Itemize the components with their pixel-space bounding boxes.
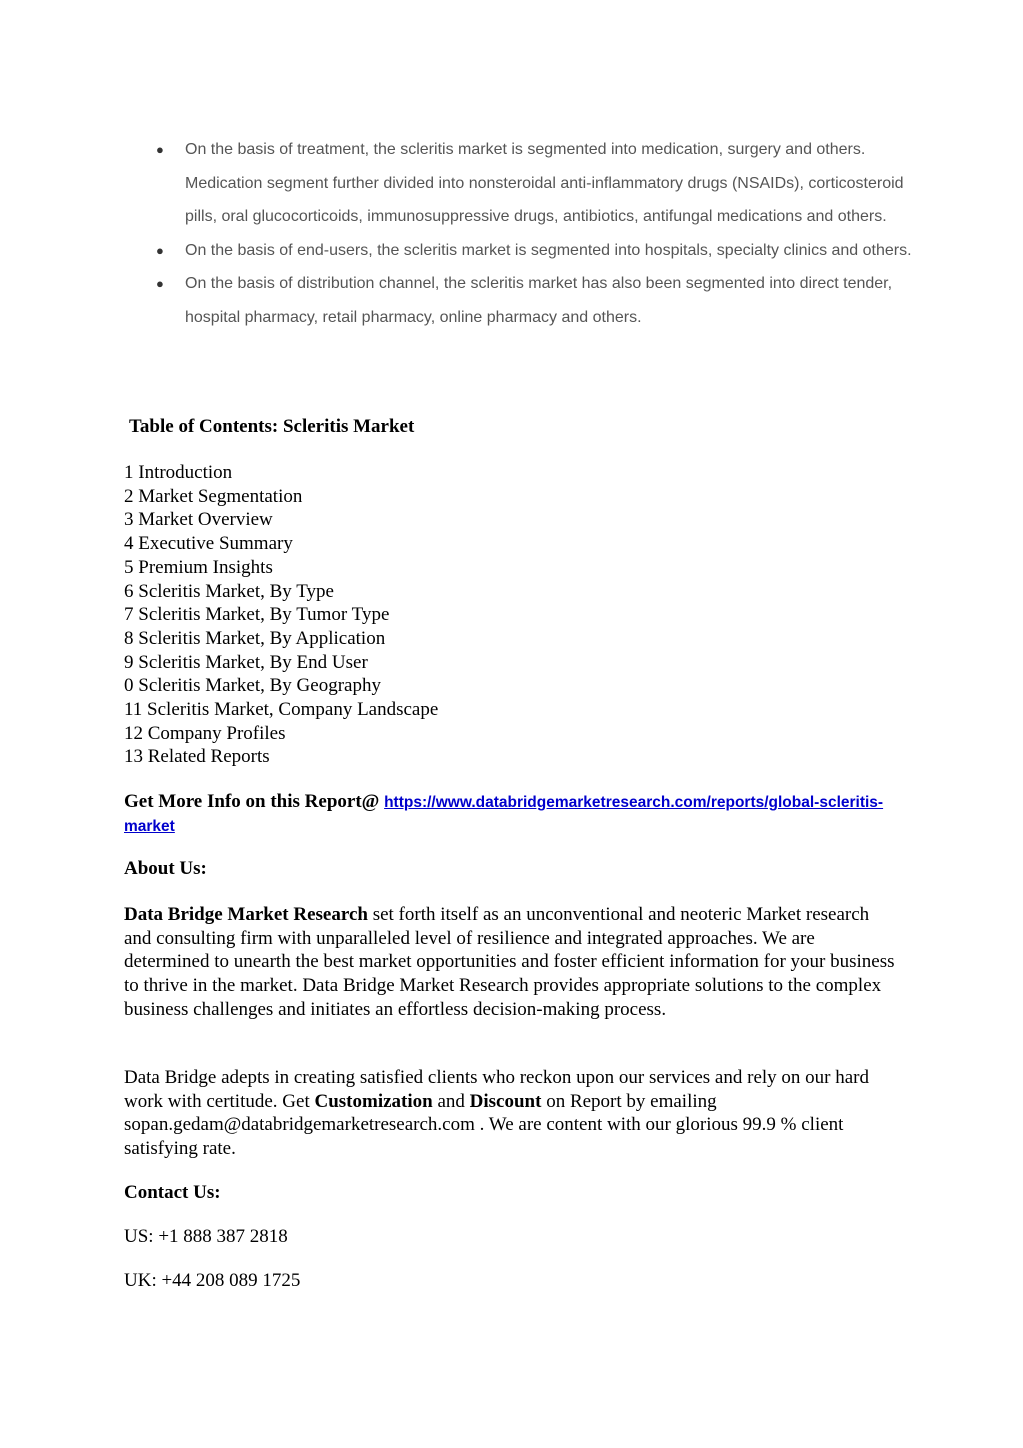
toc-item: 0 Scleritis Market, By Geography <box>124 675 381 697</box>
toc-item: 5 Premium Insights <box>124 556 273 578</box>
company-name: Data Bridge Market Research <box>124 904 368 925</box>
bullet-icon: ● <box>156 242 164 258</box>
about-paragraph-2-and: and <box>432 1090 470 1112</box>
bullet-text: On the basis of end-users, the scleritis market is segmented into hospitals, specialty clinics and others. <box>185 241 912 259</box>
more-info-line <box>124 790 904 838</box>
report-link[interactable]: https://www.databridgemarketresearch.com/reports/global-scleritis-market <box>124 794 884 835</box>
discount-term: Discount <box>469 1090 542 1112</box>
segmentation-bullet-list <box>152 133 912 334</box>
toc-item: 1 Introduction <box>124 462 233 483</box>
about-paragraph-2-text-a: Data Bridge adepts in creating satisfied clients who reckon upon our services and rely on our hard work with certitude. Get <box>124 1067 869 1112</box>
toc-item: 6 Scleritis Market, By Type <box>124 580 334 602</box>
table-of-contents <box>124 461 438 769</box>
toc-item: 9 Scleritis Market, By End User <box>124 651 368 673</box>
toc-item: 11 Scleritis Market, Company Landscape <box>124 699 439 721</box>
bullet-text: On the basis of distribution channel, the scleritis market has also been segmented into direct tender, hospital pharmacy, retail pharmacy, online pharmacy and others. <box>185 275 893 326</box>
about-paragraph-1-text: set forth itself as an unconventional and neoteric Market research and consulting firm with unparalleled level of resilience and integrated approaches. We are determined to unearth the best market opportunities and foster efficient information for your business to thrive in the market. Data Bridge Market Research provides appropriate solutions to the complex business challenges and initiates an effortless decision-making process. <box>124 904 895 1020</box>
about-paragraph-2-text-c: on Report by emailing sopan.gedam@databridgemarketresearch.com . We are content with our glorious 99.9 % client satisfying rate. <box>124 1090 844 1160</box>
toc-item: 7 Scleritis Market, By Tumor Type <box>124 604 390 626</box>
about-paragraph-1 <box>124 903 899 1022</box>
toc-item: 2 Market Segmentation <box>124 485 303 507</box>
toc-item: 13 Related Reports <box>124 746 270 768</box>
bullet-item-distribution <box>152 267 912 334</box>
more-info-label: Get More Info on this Report@ <box>124 791 380 812</box>
contact-us-phone: US: +1 888 387 2818 <box>124 1226 288 1247</box>
toc-item: 12 Company Profiles <box>124 722 286 744</box>
bullet-text: On the basis of treatment, the scleritis market is segmented into medication, surgery and others. Medication segment further divided into nonsteroidal anti-inflammatory drugs (NSAIDs), corticosteroid pills, oral glucocorticoids, immunosuppressive drugs, antibiotics, antifungal medications and others. <box>185 141 904 225</box>
toc-item: 3 Market Overview <box>124 509 273 531</box>
bullet-icon: ● <box>156 142 164 157</box>
bullet-item-end-users <box>152 234 912 268</box>
toc-item: 8 Scleritis Market, By Application <box>124 627 386 649</box>
toc-item: 4 Executive Summary <box>124 533 293 555</box>
customization-term: Customization <box>314 1090 433 1112</box>
toc-heading: Table of Contents: Scleritis Market <box>129 416 415 437</box>
bullet-icon: ● <box>156 276 164 291</box>
about-paragraph-2 <box>124 1066 899 1161</box>
about-heading: About Us: <box>124 858 207 879</box>
contact-uk-phone: UK: +44 208 089 1725 <box>124 1270 301 1291</box>
contact-heading: Contact Us: <box>124 1182 221 1203</box>
bullet-item-treatment <box>152 133 912 234</box>
